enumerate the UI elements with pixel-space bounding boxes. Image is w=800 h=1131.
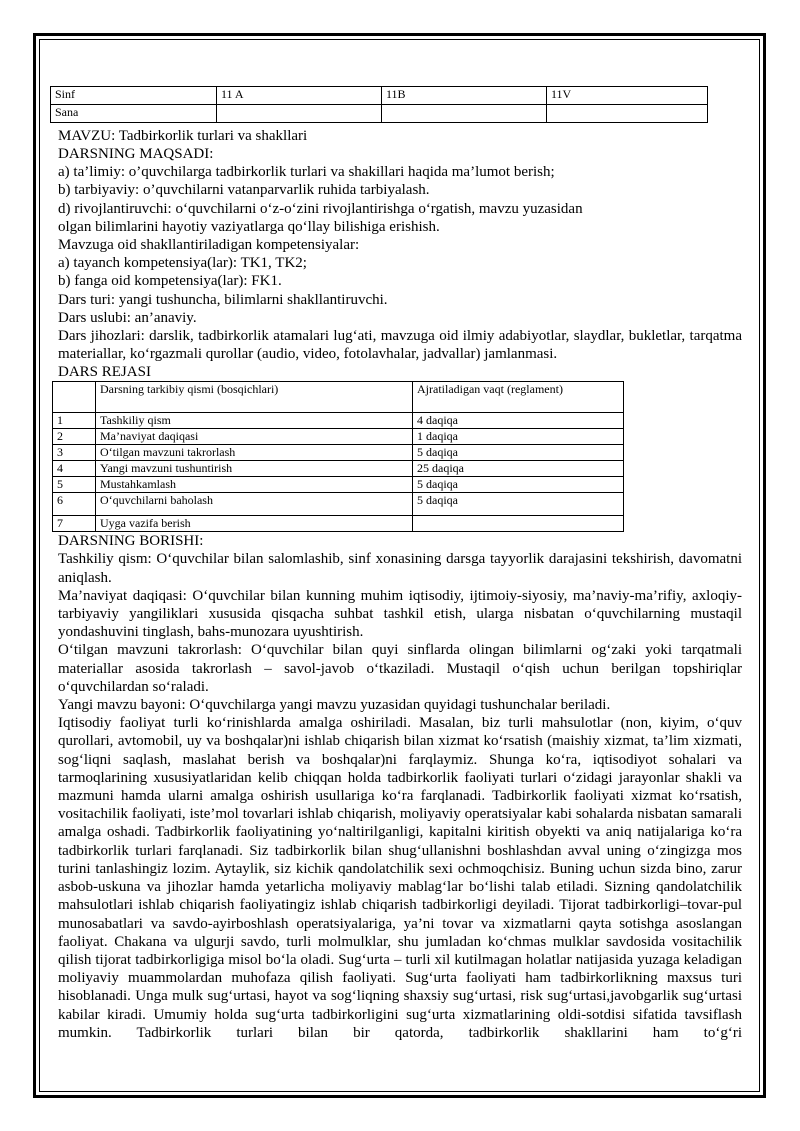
- table-cell: 3: [53, 445, 96, 461]
- main-text-paragraph: Iqtisodiy faoliyat turli ko‘rinishlarda amalga oshiriladi. Masalan, biz turli mahsulotlar (non, kiyim, o‘quv qurollari, avtomobil, uy va boshqalar)ni ishlab chiqarish bilan xizmat ko‘rsatish (maishiy xizmat, ta’lim xizmati, sog‘liqni saqlash, maslahat berish va boshqalar)ni farqlaymiz. Shunga ko‘ra, iqtisodiyot sohalari va tarmoqlarining xususiyatlaridan kelib chiqqan holda tadbirkorlik faoliyati turlari o‘zidagi jarayonlar shakli va mazmuni hamda ularni amalga oshirish usullariga ko‘ra farqlanadi. Tadbirkorlik faoliyati xizmat ko‘rsatish, vositachilik faoliyati, iste’mol tovarlari ishlab chiqarish, moliyaviy operatsiyalar kabi sohalarda nisbatan samarali amalga oshadi. Tadbirkorlik faoliyatining yo‘naltirilganligi, kapitalni kiritish obyekti va aniq natijalariga ko‘ra tadbirkorlik turlari farqlanadi. Siz tadbirkorlik bilan shug‘ullanishni boshlashdan avval uning o‘zingizga mos turini tanlashingiz lozim. Aytaylik, siz kichik qandolatchilik sexi ochmoqchisiz. Buning uchun sizda bino, zarur asbob-uskuna va jihozlar hamda yetarlicha moliyaviy mablag‘lar bo‘lishi talab etiladi. Sizning qandolatchilik mahsulotlari ishlab chiqarish faoliyatingiz ishlab chiqarish tadbirkorligi deyiladi. Tijorat tadbirkorligi–tovar-pul munosabatlari va savdo-ayirboshlash operatsiyalariga, ya’ni tovar va xizmatlarni qayta sotishga asoslangan faoliyat. Chakana va ulgurji savdo, turli molmulklar, shu jumladan ko‘chmas mulklar savdosida vositachilik qilish tijorat tadbirkorligiga misol bo‘la oladi. Sug‘urta – turli xil kutilmagan holatlar natijasida yuzaga keladigan moliyaviy muammolardan muhofaza qilish faoliyati. Sug‘urta faoliyati ham tadbirkorlikning maxsus turi hisoblanadi. Unga mulk sug‘urtasi, hayot va sog‘liqning shaxsiy sug‘urtasi, risk sug‘urtasi,javobgarlik sug‘urtasi kabilar kiradi. Umumiy holda sug‘urta tadbirkorligini sug‘urta xizmatlarining oldi-sotdisi sifatida tavsiflash mumkin. Tadbirkorlik turlari bilan bir qatorda, tadbirkorlik shakllarini ham to‘g‘ri: [58, 715, 742, 1041]
- table-row: [53, 493, 624, 516]
- competency-line: a) tayanch kompetensiya(lar): TK1, TK2;: [58, 255, 307, 272]
- lesson-plan-table: [52, 381, 624, 532]
- table-cell: Uyga vazifa berish: [96, 516, 413, 532]
- table-cell: 5 daqiqa: [413, 445, 624, 461]
- table-cell: Sana: [51, 105, 217, 123]
- goal-line: a) ta’limiy: o’quvchilarga tadbirkorlik turlari va shakillari haqida ma’lumot berish;: [58, 164, 555, 181]
- table-cell: Ma’naviyat daqiqasi: [96, 429, 413, 445]
- table-cell: 2: [53, 429, 96, 445]
- progress-paragraph: Ma’naviyat daqiqasi: O‘quvchilar bilan kunning muhim iqtisodiy, ijtimoiy-siyosiy, ma’naviy-ma’rifiy, axloqiy-tarbiyaviy yangiliklari xususida qisqacha suhbat tashkil etish, ularga nisbatan o‘quvchilarning mustaqil yondashuvini tinglash, bahs-munozara uyushtirish.: [58, 587, 742, 641]
- table-cell: [413, 516, 624, 532]
- table-cell: 4: [53, 461, 96, 477]
- competency-line: Mavzuga oid shakllantiriladigan kompetensiyalar:: [58, 237, 360, 254]
- progress-paragraph: O‘tilgan mavzuni takrorlash: O‘quvchilar bilan quyi sinflarda olingan bilimlarni og‘zaki yoki tarqatmali materiallar asosida takrorlash – savol-javob o‘tkaziladi. Mustaqil o‘qish uchun berilgan topshiriqlar o‘quvchilardan so‘raladi.: [58, 642, 742, 695]
- table-cell: 11V: [547, 87, 708, 105]
- table-row: [53, 413, 624, 429]
- table-cell: [382, 105, 547, 123]
- lesson-method: Dars uslubi: an’anaviy.: [58, 309, 197, 326]
- table-cell: 5 daqiqa: [413, 493, 624, 516]
- table-cell: 6: [53, 493, 96, 516]
- table-cell: 5 daqiqa: [413, 477, 624, 493]
- goal-line: d) rivojlantiruvchi: o‘quvchilarni o‘z-o‘zini rivojlantirishga o‘rgatish, mavzu yuzasidan: [58, 200, 583, 217]
- progress-title: DARSNING BORISHI:: [58, 533, 204, 550]
- table-cell: 1 daqiqa: [413, 429, 624, 445]
- table-cell: Sinf: [51, 87, 217, 105]
- equipment-paragraph: Dars jihozlari: darslik, tadbirkorlik atamalari lug‘ati, mavzuga oid ilmiy adabiyotlar, slaydlar, bukletlar, tarqatma materiallar, ko‘rgazmali qurollar (audio, video, fotolavhalar, jadvallar) jamlanmasi.: [58, 328, 742, 363]
- goal-line: b) tarbiyaviy: o’quvchilarni vatanparvarlik ruhida tarbiyalash.: [58, 182, 430, 199]
- competency-line: b) fanga oid kompetensiya(lar): FK1.: [58, 273, 282, 290]
- table-cell: 11 A: [217, 87, 382, 105]
- table-cell: Tashkiliy qism: [96, 413, 413, 429]
- table-row: [53, 429, 624, 445]
- document-body: [58, 127, 742, 1042]
- table-cell: [547, 105, 708, 123]
- lesson-type: Dars turi: yangi tushuncha, bilimlarni shakllantiruvchi.: [58, 291, 388, 308]
- table-cell: [217, 105, 382, 123]
- plan-title: DARS REJASI: [58, 364, 151, 381]
- goal-line: olgan bilimlarini hayotiy vaziyatlarga qo‘llay bilishiga erishish.: [58, 218, 440, 235]
- table-cell: 11B: [382, 87, 547, 105]
- goals-title: DARSNING MAQSADI:: [58, 146, 214, 163]
- topic-line: MAVZU: Tadbirkorlik turlari va shakllari: [58, 128, 308, 144]
- table-cell: 25 daqiqa: [413, 461, 624, 477]
- table-row: [51, 87, 708, 105]
- table-row: [53, 516, 624, 532]
- table-cell: [53, 382, 96, 413]
- table-cell: 1: [53, 413, 96, 429]
- table-row: [51, 105, 708, 123]
- table-cell: Mustahkamlash: [96, 477, 413, 493]
- table-cell: Darsning tarkibiy qismi (bosqichlari): [96, 382, 413, 413]
- table-row: [53, 461, 624, 477]
- table-row: [53, 477, 624, 493]
- table-row: [53, 445, 624, 461]
- class-table: [50, 86, 708, 123]
- table-cell: O‘quvchilarni baholash: [96, 493, 413, 516]
- progress-paragraph: Tashkiliy qism: O‘quvchilar bilan salomlashib, sinf xonasining darsga tayyorlik darajasini tekshirish, davomatni aniqlash.: [58, 551, 742, 586]
- table-row: [53, 382, 624, 413]
- table-cell: O‘tilgan mavzuni takrorlash: [96, 445, 413, 461]
- progress-paragraph: Yangi mavzu bayoni: O‘quvchilarga yangi mavzu yuzasidan quyidagi tushunchalar beriladi.: [58, 697, 611, 714]
- table-cell: 4 daqiqa: [413, 413, 624, 429]
- table-cell: Yangi mavzuni tushuntirish: [96, 461, 413, 477]
- table-cell: Ajratiladigan vaqt (reglament): [413, 382, 624, 413]
- table-cell: 7: [53, 516, 96, 532]
- table-cell: 5: [53, 477, 96, 493]
